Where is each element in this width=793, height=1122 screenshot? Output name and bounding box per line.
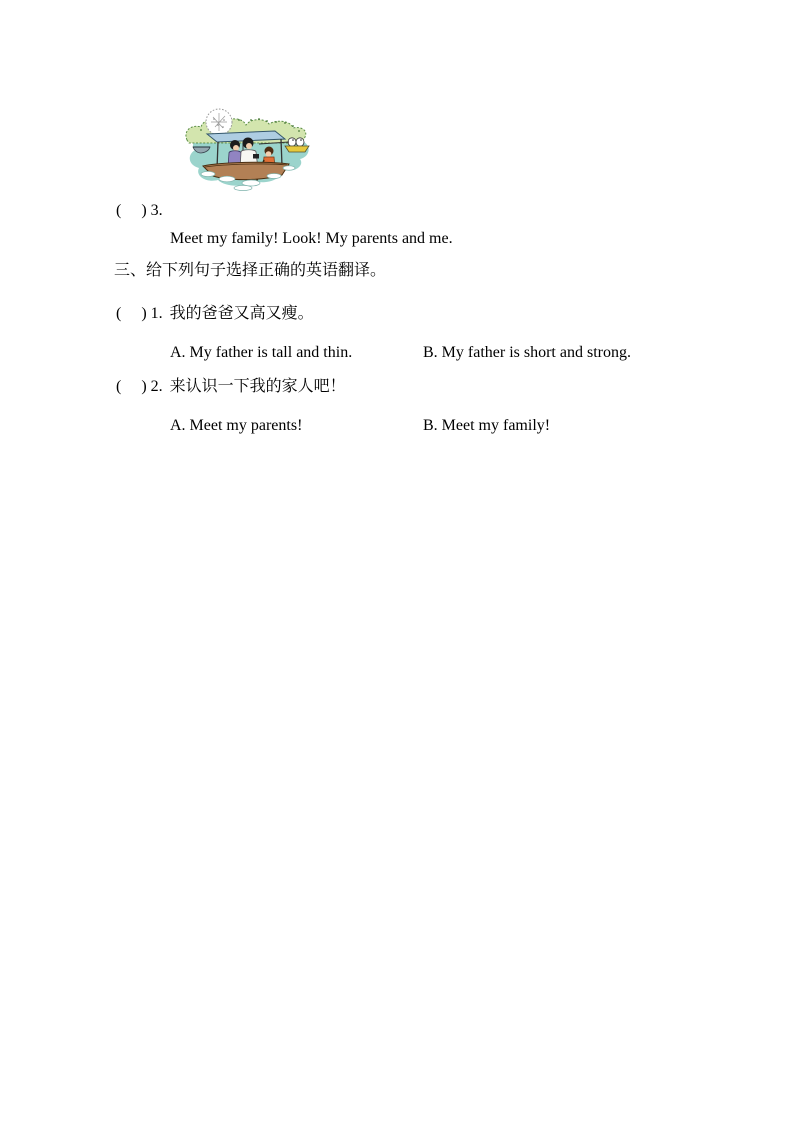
item-1-option-b: B. My father is short and strong. xyxy=(423,344,631,361)
item-1-prompt: 我的爸爸又高又瘦。 xyxy=(169,305,314,322)
item-1-option-a: A. My father is tall and thin. xyxy=(170,344,353,361)
blossom-tree xyxy=(206,109,232,135)
family-boat-illustration xyxy=(181,108,311,196)
item-2-option-b: B. Meet my family! xyxy=(423,417,551,434)
section3-title: 三、给下列句子选择正确的英语翻译。 xyxy=(114,262,387,279)
question3-row xyxy=(116,201,170,220)
item-1-answer-blank: ( ) 1. xyxy=(116,305,163,322)
item-2-row xyxy=(116,377,346,396)
item-1-row xyxy=(116,304,314,323)
question3-answer-blank: ( ) 3. xyxy=(116,202,163,219)
item-2-answer-blank: ( ) 2. xyxy=(116,378,163,395)
item-2-prompt: 来认识一下我的家人吧！ xyxy=(169,378,346,395)
question3-caption: Meet my family! Look! My parents and me. xyxy=(170,230,453,247)
item-2-option-a: A. Meet my parents! xyxy=(170,417,303,434)
